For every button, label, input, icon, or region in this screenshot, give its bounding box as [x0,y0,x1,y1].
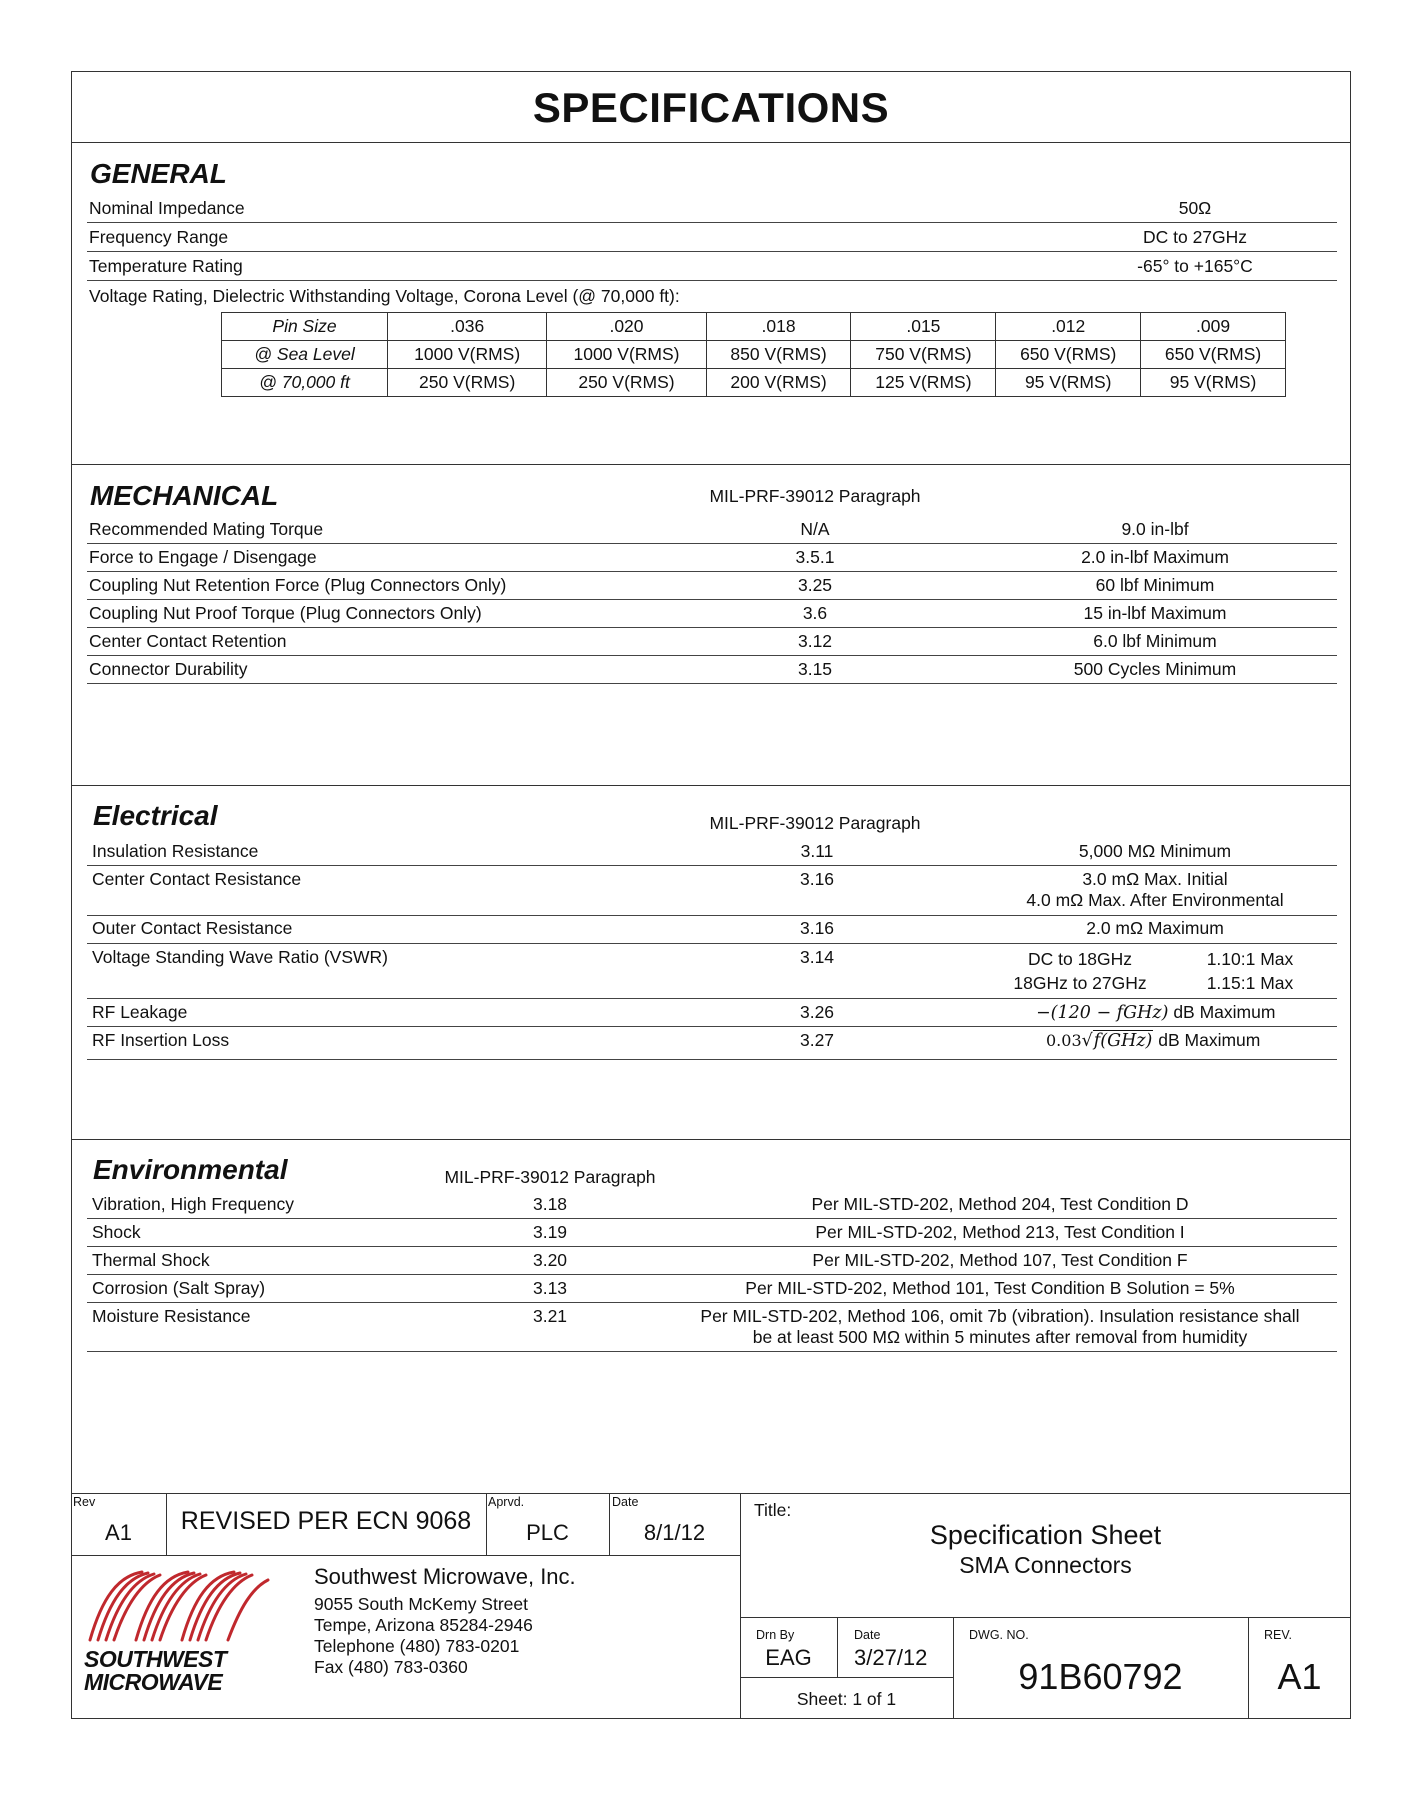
env-para: 3.13 [532,1278,568,1298]
elec-value: 5,000 MΩ Minimum [1078,841,1232,861]
mech-label: Recommended Mating Torque [89,519,324,539]
table-cell: 250 V(RMS) [547,369,706,397]
sheet-info: Sheet: 1 of 1 [796,1689,897,1709]
sqrt-icon: √ [1081,1031,1093,1051]
elec-label: RF Leakage [92,1002,188,1022]
mech-value: 60 lbf Minimum [1095,575,1215,595]
aprvd-label: Aprvd. [488,1495,525,1509]
divider [71,785,1351,786]
logo-stripes-icon [84,1568,274,1643]
doc-subtitle: SMA Connectors [959,1552,1132,1578]
table-cell: 750 V(RMS) [851,341,996,369]
title-label: Title: [754,1500,792,1520]
drn-by-label: Drn By [756,1628,795,1642]
rev-label: REV. [1264,1628,1293,1642]
table-cell: @ Sea Level [222,341,388,369]
env-para: 3.21 [532,1306,568,1326]
env-value: Per MIL-STD-202, Method 204, Test Condition D [811,1194,1189,1214]
mech-para: 3.6 [802,603,828,623]
elec-value: 2.0 mΩ Maximum [1086,918,1224,938]
rev-value: A1 [1277,1656,1322,1697]
title-block-top [71,1493,1351,1494]
table-cell: .015 [851,313,996,341]
elec-para: 3.14 [799,947,835,967]
elec-para: 3.27 [799,1030,835,1050]
voltage-label: Voltage Rating, Dielectric Withstanding Voltage, Corona Level (@ 70,000 ft): [89,286,680,306]
mech-label: Coupling Nut Proof Torque (Plug Connectors Only) [89,603,482,623]
para-header: MIL-PRF-39012 Paragraph [709,813,921,833]
electrical-heading: Electrical [93,800,218,831]
aprvd-value: PLC [526,1520,569,1545]
env-value: be at least 500 MΩ within 5 minutes after removal from humidity [752,1327,1248,1347]
leakage-formula: −(120 − fGHz) [1036,1003,1169,1023]
elec-para: 3.26 [799,1002,835,1022]
company-name: Southwest Microwave, Inc. [314,1564,576,1589]
divider [71,142,1351,143]
env-value: Per MIL-STD-202, Method 213, Test Condition I [815,1222,1185,1242]
env-label: Vibration, High Frequency [92,1194,295,1214]
mech-label: Force to Engage / Disengage [89,547,317,567]
mech-para: 3.5.1 [795,547,835,567]
doc-title: Specification Sheet [929,1520,1162,1550]
insertion-coef: 0.03 [1046,1031,1082,1050]
table-cell: .036 [388,313,547,341]
dwg-number: 91B60792 [1018,1656,1183,1697]
insertion-value [1046,1030,1260,1051]
env-value: Per MIL-STD-202, Method 106, omit 7b (vibration). Insulation resistance shall [700,1306,1300,1326]
elec-para: 3.16 [799,918,835,938]
env-para: 3.20 [532,1250,568,1270]
mech-value: 500 Cycles Minimum [1073,659,1237,679]
company-address: Tempe, Arizona 85284-2946 [314,1615,533,1635]
table-cell: 1000 V(RMS) [388,341,547,369]
table-row [222,313,1286,341]
table-cell: 95 V(RMS) [1141,369,1286,397]
mechanical-heading: MECHANICAL [90,480,279,511]
vswr-max: 1.10:1 Max [1206,949,1294,969]
env-label: Moisture Resistance [92,1306,251,1326]
insertion-radicand: f(GHz) [1093,1031,1153,1051]
general-heading: GENERAL [90,158,227,189]
general-label: Nominal Impedance [89,198,245,218]
mech-value: 6.0 lbf Minimum [1093,631,1217,651]
elec-value: 3.0 mΩ Max. Initial [1082,869,1228,889]
rev-value: A1 [105,1520,132,1545]
mech-value: 2.0 in-lbf Maximum [1081,547,1229,567]
voltage-table [221,312,1286,397]
general-label: Temperature Rating [89,256,243,276]
general-value: DC to 27GHz [1142,227,1248,247]
company-fax: Fax (480) 783-0360 [314,1657,468,1677]
elec-value: 4.0 mΩ Max. After Environmental [1026,890,1284,910]
table-row [222,341,1286,369]
revision-text: REVISED PER ECN 9068 [180,1507,472,1535]
environmental-heading: Environmental [93,1154,288,1185]
elec-label: RF Insertion Loss [92,1030,230,1050]
elec-label: Insulation Resistance [92,841,259,861]
divider [71,1139,1351,1140]
rev-label: Rev [73,1495,96,1509]
table-cell: 125 V(RMS) [851,369,996,397]
elec-label: Outer Contact Resistance [92,918,293,938]
elec-para: 3.16 [799,869,835,889]
table-row [222,369,1286,397]
logo-text: MICROWAVE [84,1669,223,1695]
drn-by-value: EAG [765,1645,812,1670]
date-label: Date [612,1495,639,1509]
mech-label: Center Contact Retention [89,631,287,651]
vswr-range: DC to 18GHz [1027,949,1133,969]
env-value: Per MIL-STD-202, Method 107, Test Condition F [812,1250,1188,1270]
table-cell: 650 V(RMS) [996,341,1141,369]
table-cell: 95 V(RMS) [996,369,1141,397]
mech-value: 15 in-lbf Maximum [1083,603,1227,623]
table-cell: 200 V(RMS) [706,369,851,397]
mech-value: 9.0 in-lbf [1121,519,1189,539]
leakage-value [1036,1002,1275,1023]
table-cell: .020 [547,313,706,341]
elec-label: Voltage Standing Wave Ratio (VSWR) [92,947,389,967]
mech-para: 3.25 [797,575,833,595]
logo-text: SOUTHWEST [84,1646,227,1672]
table-cell: .009 [1141,313,1286,341]
para-header: MIL-PRF-39012 Paragraph [444,1167,656,1187]
leakage-suffix: dB Maximum [1173,1002,1276,1022]
env-para: 3.18 [532,1194,568,1214]
vswr-range: 18GHz to 27GHz [1013,973,1147,993]
mech-label: Connector Durability [89,659,248,679]
table-cell: @ 70,000 ft [222,369,388,397]
general-value: 50Ω [1178,198,1212,218]
table-cell: .012 [996,313,1141,341]
table-cell: 650 V(RMS) [1141,341,1286,369]
env-value: Per MIL-STD-202, Method 101, Test Condition B Solution = 5% [745,1278,1235,1298]
table-cell: .018 [706,313,851,341]
vswr-max: 1.15:1 Max [1206,973,1294,993]
company-address: 9055 South McKemy Street [314,1594,528,1614]
dwg-label: DWG. NO. [969,1628,1029,1642]
env-label: Thermal Shock [92,1250,210,1270]
table-cell: 1000 V(RMS) [547,341,706,369]
para-header: MIL-PRF-39012 Paragraph [709,486,921,506]
company-phone: Telephone (480) 783-0201 [314,1636,520,1656]
mech-para: 3.12 [797,631,833,651]
table-cell: 850 V(RMS) [706,341,851,369]
page-title: SPECIFICATIONS [532,84,890,131]
mech-para: N/A [800,519,830,539]
date-value: 8/1/12 [643,1520,706,1545]
env-para: 3.19 [532,1222,568,1242]
mech-label: Coupling Nut Retention Force (Plug Connectors Only) [89,575,507,595]
mech-para: 3.15 [797,659,833,679]
elec-para: 3.11 [800,841,834,861]
elec-label: Center Contact Resistance [92,869,302,889]
env-label: Shock [92,1222,141,1242]
general-label: Frequency Range [89,227,229,247]
insertion-suffix: dB Maximum [1158,1030,1261,1050]
drn-date-value: 3/27/12 [854,1645,928,1670]
divider [71,464,1351,465]
company-logo [84,1568,274,1698]
general-value: -65° to +165°C [1137,256,1253,276]
env-label: Corrosion (Salt Spray) [92,1278,266,1298]
table-cell: Pin Size [222,313,388,341]
table-cell: 250 V(RMS) [388,369,547,397]
drn-date-label: Date [854,1628,881,1642]
